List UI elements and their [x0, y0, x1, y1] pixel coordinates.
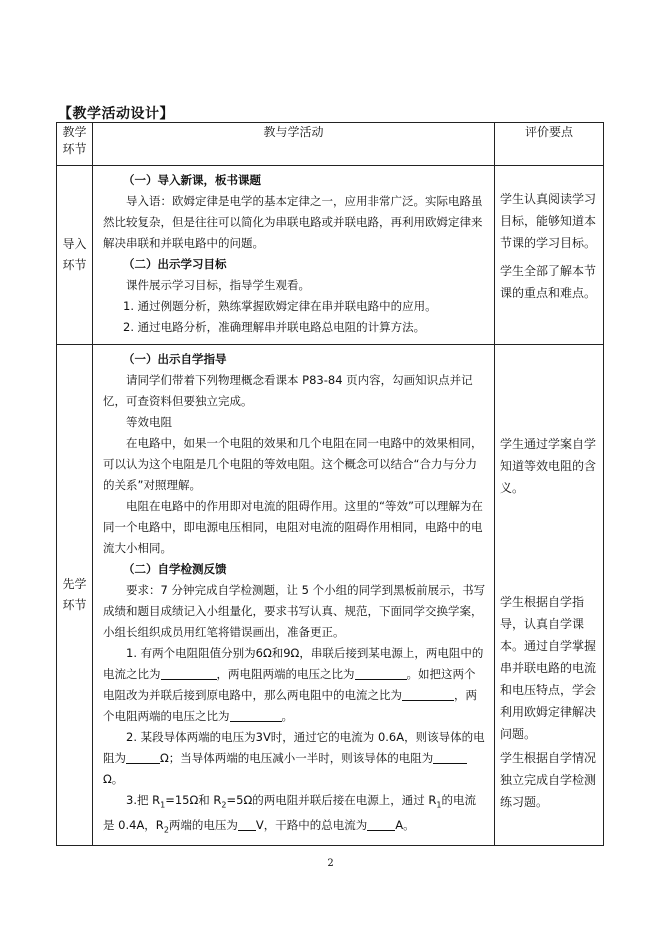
pre-study-paragraph-3: 电阻在电路中的作用即对电流的阻碍作用。这里的“等效”可以理解为在同一个电路中，即电源电压相同，电阻对电流的阻碍作用相同，电路中的电流大小相同。	[103, 499, 483, 555]
stage-intro	[57, 166, 93, 345]
intro-eval-2: 学生全部了解本节课的重点和难点。	[500, 264, 597, 300]
intro-heading-1: （一）导入新课，板书课题	[123, 173, 261, 187]
question-3: 3.把 $R_1=15\Omega$和 $R_2=5\Omega$的两电阻并联后接在电源上，通过 $R_1$的电流是 0.4A，$R_2$两端的电压为 V，干路中的总电流为 A。	[103, 793, 476, 835]
lesson-plan-table	[56, 122, 604, 846]
stage-pre-study	[57, 345, 93, 846]
header-evaluation: 评价要点	[495, 123, 604, 166]
answer-blank[interactable]	[355, 665, 407, 680]
intro-goal-1: 1. 通过例题分析，熟练掌握欧姆定律在串并联电路中的应用。	[123, 299, 437, 313]
section-title: 【教学活动设计】	[58, 106, 174, 122]
intro-eval-1: 学生认真阅读学习目标，能够知道本节课的学习目标。	[500, 192, 597, 250]
intro-goal-2: 2. 通过电路分析，准确理解串并联电路总电阻的计算方法。	[123, 320, 426, 334]
intro-evaluation	[495, 166, 604, 345]
header-stage-line2: 环节	[62, 142, 87, 156]
pre-study-eval-1: 学生通过学案自学知道等效电阻的含义。	[500, 437, 597, 495]
stage-intro-line1: 导入	[62, 237, 87, 251]
pre-study-eval-2: 学生根据自学指导，认真自学课本。通过自学掌握串并联电路的电流和电压特点，学会利用欧姆定律解决问题。	[500, 595, 597, 741]
pre-study-activities	[93, 345, 495, 846]
answer-blank[interactable]	[238, 816, 256, 831]
stage-intro-line2: 环节	[62, 258, 87, 272]
pre-study-heading-1: （一）出示自学指导	[123, 352, 227, 366]
pre-study-eval-3: 学生根据自学情况独立完成自学检测练习题。	[500, 751, 597, 809]
table-row-intro	[57, 166, 604, 345]
table-row-pre-study	[57, 345, 604, 846]
stage-pre-study-line1: 先学	[62, 576, 87, 591]
question-1: 1. 有两个电阻阻值分别为6Ω和9Ω，串联后接到某电源上，两电阻中的电流之比为 ，两电阻两端的电压之比为 。如把这两个电阻改为并联后接到原电路中，那么两电阻中的电流之比为 ，两个电阻两端的电压之比为 。	[103, 646, 484, 723]
question-2: 2. 某段导体两端的电压为3V时，通过它的电流为 0.6A，则该导体的电阻为 Ω；当导体两端的电压减小一半时，则该导体的电阻为Ω。	[103, 730, 485, 786]
pre-study-term: 等效电阻	[126, 415, 172, 429]
table-header-row	[57, 123, 604, 166]
answer-blank[interactable]	[367, 816, 395, 831]
answer-blank[interactable]	[161, 665, 217, 680]
pre-study-paragraph-1: 请同学们带着下列物理概念看课本 P83-84 页内容，勾画知识点并记忆，可查资料但要独立完成。	[103, 373, 473, 408]
answer-blank[interactable]	[402, 686, 454, 701]
page-number: 2	[327, 858, 334, 869]
intro-paragraph-1: 导入语：欧姆定律是电学的基本定律之一，应用非常广泛。实际电路虽然比较复杂，但是往往可以简化为串联电路或并联电路，再利用欧姆定律来解决串联和并联电路中的问题。	[103, 194, 483, 250]
answer-blank[interactable]	[433, 749, 467, 764]
intro-activities	[93, 166, 495, 345]
header-stage	[57, 123, 93, 166]
pre-study-heading-2: （二）自学检测反馈	[123, 562, 227, 576]
stage-pre-study-line2: 环节	[62, 597, 87, 612]
header-activities: 教与学活动	[93, 123, 495, 166]
answer-blank[interactable]	[126, 749, 160, 764]
pre-study-paragraph-4: 要求：7 分钟完成自学检测题，让 5 个小组的同学到黑板前展示，书写成绩和题目成绩记入小组量化，要求书写认真、规范，下面同学交换学案，小组长组织成员用红笔将错误画出，准备更正。	[103, 583, 486, 639]
header-stage-line1: 教学	[62, 125, 87, 139]
intro-heading-2: （二）出示学习目标	[123, 257, 227, 271]
pre-study-evaluation	[495, 345, 604, 846]
intro-paragraph-2: 课件展示学习目标，指导学生观看。	[126, 278, 310, 292]
pre-study-paragraph-2: 在电路中，如果一个电阻的效果和几个电阻在同一电路中的效果相同，可以认为这个电阻是几个电阻的等效电阻。这个概念可以结合“合力与分力的关系”对照理解。	[103, 436, 483, 492]
answer-blank[interactable]	[230, 707, 282, 722]
